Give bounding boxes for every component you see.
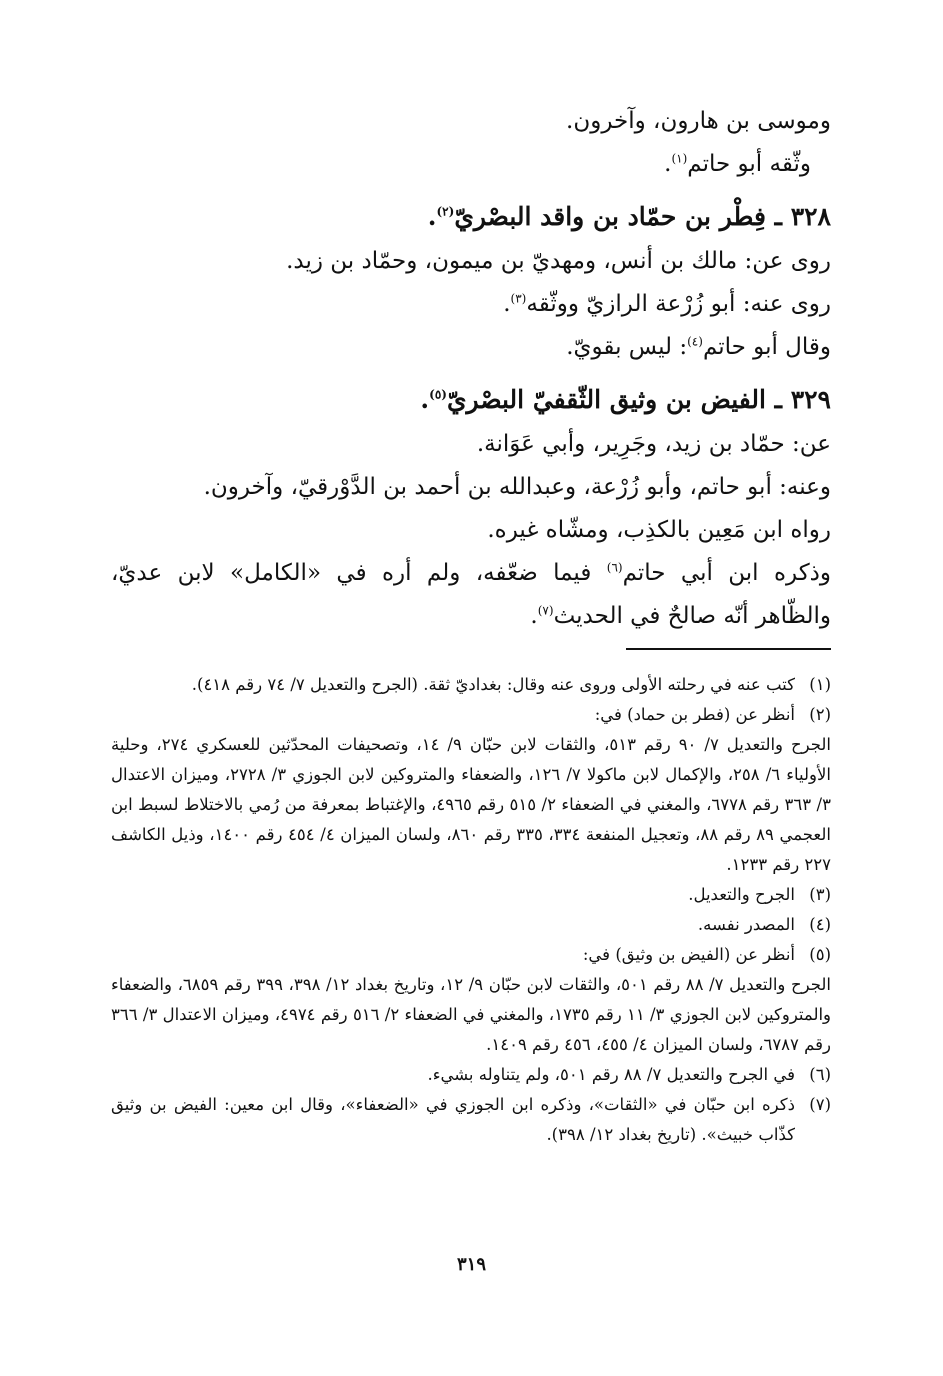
page-number: ٣١٩: [456, 1254, 486, 1275]
footnote-6: [111, 1060, 831, 1090]
entry-title-text: ٣٢٩ ـ الفيض بن وثيق الثّقفيّ البصْريّ: [446, 385, 831, 414]
punctuation: .: [530, 603, 538, 629]
footnote-4: [111, 910, 831, 940]
text-line: [111, 283, 831, 326]
footnotes: [111, 670, 831, 1150]
entry-title-text: ٣٢٨ ـ فِطْر بن حمّاد بن واقد البصْريّ: [454, 202, 831, 231]
text-line: [111, 595, 831, 638]
footnote-ref[interactable]: (١): [671, 151, 688, 166]
text-line-content: : ليس بقويّ.: [566, 334, 688, 360]
text-line: [111, 423, 831, 466]
footnote-5: [111, 940, 831, 970]
footnote-text: المصدر نفسه.: [697, 915, 795, 934]
text-line: [111, 240, 831, 283]
footnote-text: كتب عنه في رحلته الأولى وروى عنه وقال: بغداديّ ثقة. (الجرح والتعديل ٧/ ٧٤ رقم ٤١٨).: [191, 675, 795, 694]
footnote-number: (٣): [809, 885, 831, 904]
footnote-ref[interactable]: (٧): [537, 603, 554, 618]
text-line-content: روى عن: مالك بن أنس، ومهديّ بن ميمون، وحمّاد بن زيد.: [286, 248, 831, 274]
punctuation: .: [427, 202, 437, 231]
footnote-ref[interactable]: (٤): [687, 334, 703, 349]
footnote-body: الجرح والتعديل ٧/ ٨٨ رقم ٥٠١، والثقات لابن حبّان ٩/ ١٢، وتاريخ بغداد ١٢/ ٣٩٨، ٣٩٩ رقم ٦٨٥٩، والضعفاء والمتروكين لابن الجوزي ٣/ ١١ رقم ١٧٣٥، والمغني في الضعفاء ٢/ ٥١٦ رقم ٤٩٧٤، وميزان الاعتدال ٣/ ٣٦٦ رقم ٦٧٨٧، ولسان الميزان ٤/ ٤٥٥، ٤٥٦ رقم ١٤٠٩.: [111, 975, 832, 1054]
footnote-ref[interactable]: (٥): [429, 387, 447, 402]
entry-title-329: [111, 377, 831, 423]
text-line-content: وثّقه أبو حاتم: [687, 151, 811, 177]
punctuation: .: [664, 151, 672, 177]
footnote-text: في الجرح والتعديل ٧/ ٨٨ رقم ٥٠١، ولم يتناوله بشيء.: [427, 1065, 795, 1084]
footnote-separator: [626, 648, 831, 650]
text-line: [111, 552, 831, 595]
text-line-content: وعنه: أبو حاتم، وأبو زُرْعة، وعبدالله بن أحمد بن الدَّوْرقيّ، وآخرون.: [203, 474, 831, 500]
footnote-ref[interactable]: (٣): [510, 291, 527, 306]
footnote-number: (٦): [809, 1065, 831, 1084]
text-line-content: وقال أبو حاتم: [702, 334, 831, 360]
text-line-content: والظّاهر أنّه صالحٌ في الحديث: [553, 603, 831, 629]
text-line-content: عن: حمّاد بن زيد، وجَرِير، وأبي عَوَانة.: [476, 431, 831, 457]
text-line-content: فيما ضعّفه، ولم أره في «الكامل» لابن عديّ،: [111, 560, 607, 586]
footnote-number: (٥): [809, 945, 831, 964]
entry-title-328: [111, 194, 831, 240]
footnote-ref[interactable]: (٦): [606, 560, 623, 575]
text-line: [111, 100, 831, 143]
punctuation: .: [420, 385, 430, 414]
text-line: [111, 143, 831, 186]
footnote-number: (٤): [809, 915, 831, 934]
text-line: [111, 466, 831, 509]
text-line-content: رواه ابن مَعِين بالكذِب، ومشّاه غيره.: [487, 517, 831, 543]
footnote-number: (٢): [809, 705, 831, 724]
footnote-3: [111, 880, 831, 910]
text-line-content: وذكره ابن أبي حاتم: [622, 560, 832, 586]
text-line: [111, 509, 831, 552]
punctuation: .: [503, 291, 511, 317]
footnote-2: [111, 700, 831, 730]
footnote-ref[interactable]: (٢): [436, 204, 455, 219]
footnote-7: [111, 1090, 831, 1150]
text-line-content: روى عنه: أبو زُرْعة الرازيّ ووثّقه: [526, 291, 831, 317]
footnote-text: أنظر عن (فطر بن حماد) في:: [594, 705, 795, 724]
footnote-text: الجرح والتعديل.: [688, 885, 795, 904]
footnote-text: أنظر عن (الفيض بن وثيق) في:: [582, 945, 795, 964]
footnote-text: ذكره ابن حبّان في «الثقات»، وذكره ابن الجوزي في «الضعفاء»، وقال ابن معين: الفيض بن وثيق كذّاب خبيث». (تاريخ بغداد ١٢/ ٣٩٨).: [111, 1095, 795, 1144]
main-text: [111, 100, 831, 638]
text-line: [111, 326, 831, 369]
text-line-content: وموسى بن هارون، وآخرون.: [566, 108, 831, 134]
footnote-body: الجرح والتعديل ٧/ ٩٠ رقم ٥١٣، والثقات لابن حبّان ٩/ ١٤، وتصحيفات المحدّثين للعسكري ٢٧٤، وحلية الأولياء ٦/ ٢٥٨، والإكمال لابن ماكولا ٧/ ١٢٦، والضعفاء والمتروكين لابن الجوزي ٣/ ٢٧٢٨، وميزان الاعتدال ٣/ ٣٦٣ رقم ٦٧٧٨، والمغني في الضعفاء ٢/ ٥١٥ رقم ٤٩٦٥، والإغتباط بمعرفة من رُمي بالاختلاط لسبط ابن العجمي ٨٩ رقم ٨٨، وتعجيل المنفعة ٣٣٤، ٣٣٥ رقم ٨٦٠، ولسان الميزان ٤/ ٤٥٤ رقم ١٤٠٠، وذيل الكاشف ٢٢٧ رقم ١٢٣٣.: [111, 735, 832, 874]
footnote-number: (١): [809, 675, 831, 694]
footnote-number: (٧): [809, 1095, 831, 1114]
footnote-1: [111, 670, 831, 700]
